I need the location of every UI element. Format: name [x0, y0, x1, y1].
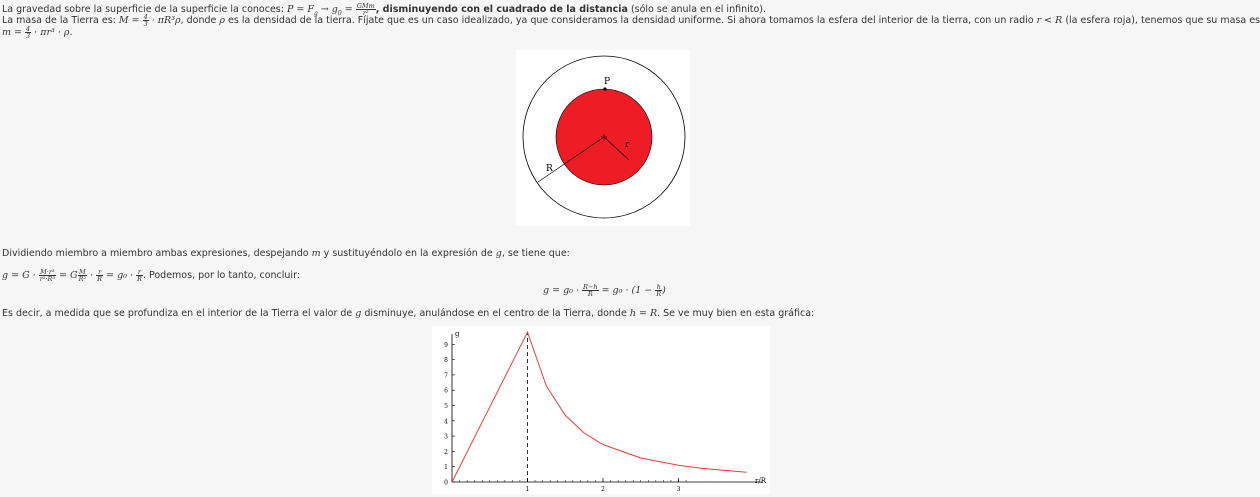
- text-span: (sólo se anula en el infinito).: [627, 4, 766, 15]
- y-tick-label: 8: [444, 357, 448, 365]
- formula-derivation: g = G · $\frac{\text{M·r³}}{\text{r²·R³}}$ = G $\frac{M}{\text{R²}}$ · $\frac{r}{R}$ = g₀ · $\frac{r}{R}$: [2, 268, 142, 283]
- gravity-chart-svg: [432, 326, 770, 494]
- label-r: r: [625, 140, 630, 150]
- text-span: es la densidad de la tierra. Fíjate que es un caso idealizado, ya que consideramos la densidad uniforme. Si ahora tomamos la esfera del interior de la tierra, con un radio: [225, 15, 1037, 26]
- y-tick-label: 5: [444, 403, 448, 410]
- formula-inequality: r < R: [1036, 15, 1063, 26]
- text-span: .: [69, 27, 73, 38]
- y-tick-label: 6: [444, 387, 448, 395]
- formula-h-equals-R: h = R: [629, 308, 658, 319]
- text-span: Es decir, a medida que se profundiza en el interior de la Tierra el valor de: [2, 308, 356, 319]
- formula-conclusion: g = g₀ · $\frac{R-h}{R}$ = g₀ · (1 − $\frac{h}{R}$ ): [543, 283, 666, 298]
- text-span: La gravedad sobre la superficie de la superficie la conoces:: [2, 4, 287, 15]
- text-span: La masa de la Tierra es:: [2, 15, 119, 26]
- x-tick-label: 2: [601, 486, 605, 493]
- g-symbol: g: [355, 308, 362, 319]
- text-span: . Podemos, por lo tanto, concluir:: [142, 270, 301, 281]
- y-axis-label: g: [455, 330, 460, 338]
- text-span: (la esfera roja), tenemos que su masa es: [1062, 15, 1260, 26]
- y-tick-label: 4: [444, 418, 448, 426]
- paragraph-earth-mass: [2, 14, 1260, 27]
- rho-symbol: ρ: [219, 15, 226, 26]
- point-P: [603, 87, 606, 90]
- bold-emphasis: , disminuyendo con el cuadrado de la distancia: [375, 4, 628, 15]
- y-tick-label: 2: [444, 448, 448, 456]
- y-tick-label: 0: [444, 479, 448, 487]
- formula-inner-mass: m = $\frac{4}{3}$ · πr³ · ρ: [2, 25, 70, 40]
- paragraph-derivation: [2, 269, 300, 282]
- text-span: , se tiene que:: [501, 248, 570, 259]
- series-line: [452, 332, 746, 482]
- text-span: y sustituyéndolo en la expresión de: [320, 248, 496, 259]
- paragraph-conclusion: [2, 308, 814, 319]
- y-tick-label: 9: [444, 341, 448, 349]
- y-tick-label: 1: [444, 464, 448, 472]
- text-span: . Se ve muy bien en esta gráfica:: [657, 308, 815, 319]
- x-axis-label: r/R: [755, 477, 766, 485]
- m-symbol: m: [311, 248, 321, 259]
- earth-sphere-diagram: [516, 50, 690, 226]
- paragraph-inner-mass: [2, 26, 72, 39]
- y-tick-label: 3: [444, 433, 448, 441]
- label-P: P: [604, 77, 611, 87]
- text-span: disminuye, anulándose en el centro de la Tierra, donde: [361, 308, 630, 319]
- formula-earth-mass: M = $\frac{4}{3}$ · πR³ρ: [118, 13, 181, 28]
- earth-sphere-svg: [516, 50, 690, 226]
- x-tick-label: 3: [676, 486, 681, 493]
- label-R: R: [546, 164, 553, 174]
- x-tick-label: 1: [525, 486, 530, 493]
- text-span: Dividiendo miembro a miembro ambas expresiones, despejando: [2, 248, 312, 259]
- gravity-chart: [432, 326, 770, 494]
- formula-surface-gravity: $P = F_g \to g_0$ = $\frac{\text{GMm}}{\text{r²}}$: [286, 2, 375, 17]
- y-tick-label: 7: [444, 372, 448, 380]
- text-span: , donde: [180, 15, 220, 26]
- g-symbol: g: [495, 248, 502, 259]
- paragraph-dividing: [2, 248, 570, 259]
